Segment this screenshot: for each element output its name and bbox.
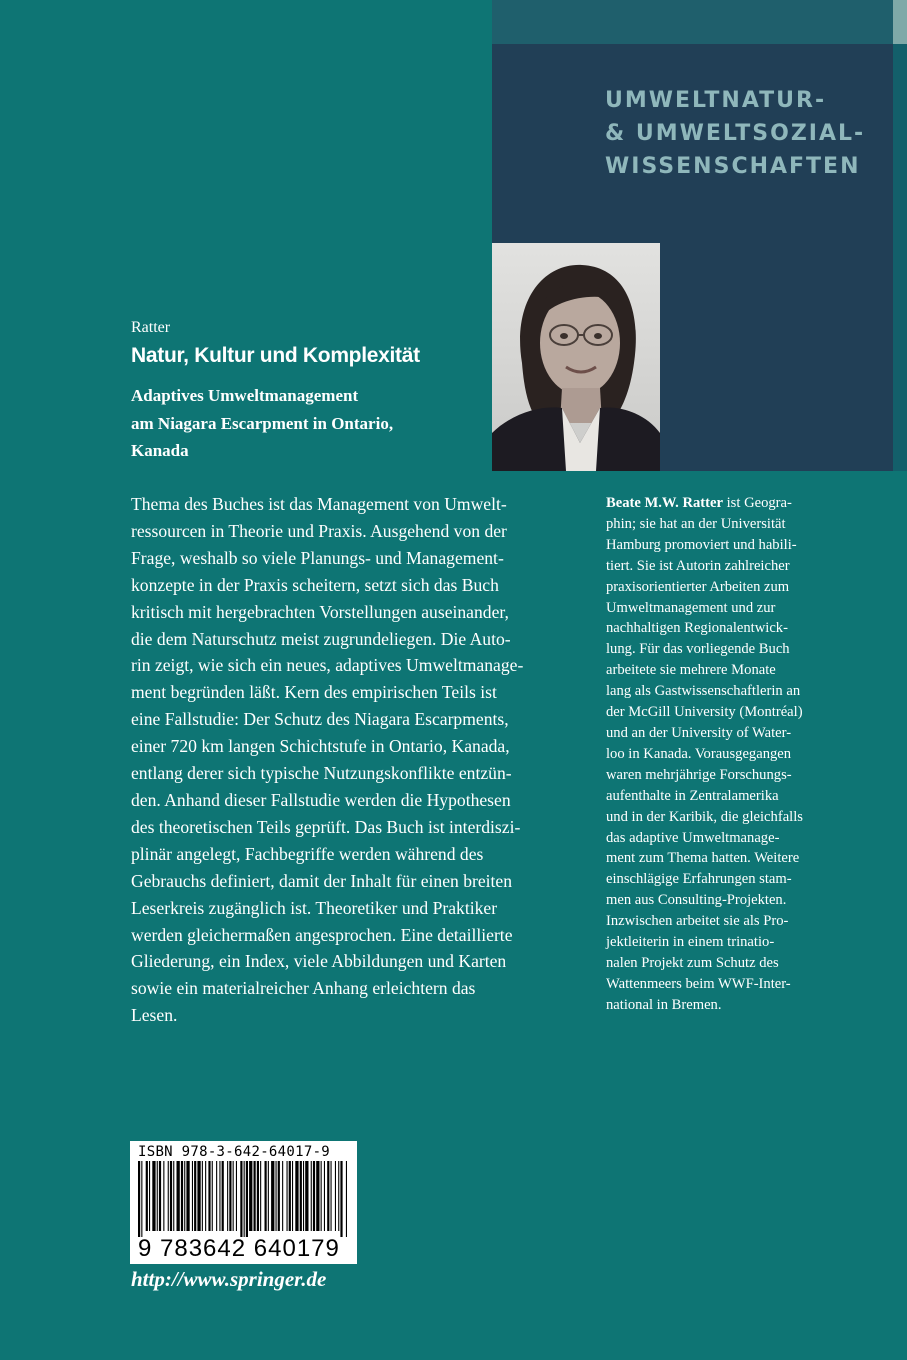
bio-line: lang als Gastwissenschaftlerin an (606, 683, 801, 700)
bio-line: nalen Projekt zum Schutz des (606, 954, 779, 971)
barcode-bar (157, 1161, 158, 1231)
barcode-bar (202, 1161, 203, 1231)
barcode-bar (260, 1161, 261, 1231)
author-photo (492, 243, 660, 471)
side-bar (893, 44, 907, 471)
bio-line: aufenthalte in Zentralamerika (606, 787, 779, 804)
bio-line: Umweltmanagement und zur (606, 599, 776, 616)
barcode-bar (335, 1161, 336, 1231)
barcode-bar (216, 1161, 217, 1231)
series-title-line: UMWELTNATUR- (605, 88, 827, 113)
description-line: kritisch mit hergebrachten Vorstellungen auseinander, (131, 601, 509, 622)
description-line: Gebrauchs definiert, damit der Inhalt für einen breiten (131, 870, 513, 891)
bio-line: und an der University of Water- (606, 724, 792, 741)
barcode-bar (271, 1161, 274, 1231)
publisher-url[interactable]: http://www.springer.de (131, 1267, 327, 1291)
barcode-bar (295, 1161, 298, 1231)
author-portrait-image (492, 243, 660, 471)
description-line: Thema des Buches ist das Management von Umwelt- (131, 494, 507, 514)
bio-author-name: Beate M.W. Ratter (606, 495, 723, 511)
barcode-bar (152, 1161, 155, 1231)
barcode-bar (227, 1161, 228, 1231)
description-line: plinär angelegt, Fachbegriffe werden während des (131, 843, 484, 864)
barcode-bar (292, 1161, 293, 1231)
barcode-bar (265, 1161, 267, 1231)
barcode-bar (194, 1161, 196, 1231)
barcode-bar (219, 1161, 220, 1231)
barcode-bar (282, 1161, 283, 1231)
bio-line: waren mehrjährige Forschungs- (606, 766, 792, 783)
barcode-bar (321, 1161, 322, 1231)
description-line: ressourcen in Theorie und Praxis. Ausgehend von der (131, 520, 507, 541)
barcode-bar (340, 1161, 342, 1237)
bio-line: einschlägige Erfahrungen stam- (606, 871, 792, 888)
series-title-line: & UMWELTSOZIAL- (605, 121, 866, 146)
barcode-bar (168, 1161, 169, 1231)
barcode-bars (136, 1161, 351, 1237)
book-subtitle (131, 382, 471, 465)
bio-line: lung. Für das vorliegende Buch (606, 641, 790, 658)
bio-line: phin; sie hat an der Universität (606, 515, 786, 532)
barcode-bar (303, 1161, 304, 1231)
barcode-bar (300, 1161, 302, 1231)
barcode-bar (268, 1161, 269, 1231)
bio-line: jektleiterin in einem trinatio- (606, 934, 775, 951)
barcode-bar (331, 1161, 332, 1231)
description-line: sowie ein materialreicher Anhang erleichtern das (131, 978, 476, 999)
bio-first-line-rest: ist Geogra- (722, 495, 792, 511)
description-line: Lesen. (131, 1005, 178, 1026)
barcode-bar (246, 1161, 248, 1237)
barcode-bar (163, 1161, 164, 1231)
barcode-bar (254, 1161, 256, 1231)
description-line: den. Anhand dieser Fallstudie werden die Hypothesen (131, 789, 511, 810)
bio-line: praxisorientierter Arbeiten zum (606, 578, 790, 595)
barcode-bar (257, 1161, 259, 1231)
barcode-bar (240, 1161, 242, 1237)
barcode-bar (313, 1161, 315, 1231)
barcode-bar (244, 1161, 245, 1237)
barcode-bar (159, 1161, 161, 1231)
barcode-bar (173, 1161, 174, 1231)
bio-line: arbeitete sie mehrere Monate (606, 662, 776, 679)
barcode-bar (276, 1161, 277, 1231)
bio-line: ment zum Thema hatten. Weitere (606, 850, 800, 867)
barcode-bar (287, 1161, 288, 1231)
barcode-bar (181, 1161, 183, 1231)
subtitle-line: am Niagara Escarpment in Ontario, (131, 413, 394, 433)
description-line: Leserkreis zugänglich ist. Theoretiker und Praktiker (131, 897, 498, 918)
description-line: entlang derer sich typische Nutzungskonflikte entzün- (131, 763, 512, 784)
barcode-bar (316, 1161, 319, 1231)
subtitle-line: Kanada (131, 441, 189, 460)
bio-line: loo in Kanada. Vorausgegangen (606, 745, 792, 762)
subtitle-line: Adaptives Umweltmanagement (131, 386, 359, 405)
barcode-bar (146, 1161, 148, 1231)
bio-line: das adaptive Umweltmanage- (606, 829, 780, 846)
description-line: eine Fallstudie: Der Schutz des Niagara Escarpments, (131, 709, 509, 730)
description-line: konzepte in der Praxis scheitern, setzt sich das Buch (131, 574, 499, 595)
barcode-bar (170, 1161, 172, 1231)
author-name: Ratter (131, 319, 171, 336)
barcode-bar (208, 1161, 210, 1231)
description-line: des theoretischen Teils geprüft. Das Buch ist interdiszi- (131, 816, 521, 837)
barcode-bar (177, 1161, 180, 1231)
bio-line: Inzwischen arbeitet sie als Pro- (606, 913, 789, 930)
barcode-bar (324, 1161, 325, 1231)
description-line: Frage, weshalb so viele Planungs- und Management- (131, 547, 504, 568)
book-title: Natur, Kultur und Komplexität (131, 344, 420, 367)
description-line: einer 720 km langen Schichtstufe in Ontario, Kanada, (131, 736, 510, 757)
top-color-strip (492, 0, 907, 44)
author-bio (606, 493, 866, 1016)
bio-first-line (606, 493, 866, 514)
top-strip-edge (893, 0, 907, 44)
barcode-bar (141, 1161, 142, 1237)
description-line: werden gleichermaßen angesprochen. Eine detaillierte (131, 924, 513, 945)
description-line: rin zeigt, wie sich ein neues, adaptives Umweltmanage- (131, 655, 524, 676)
barcode-bar (278, 1161, 280, 1231)
bio-line: national in Bremen. (606, 996, 722, 1013)
barcode-bar (289, 1161, 291, 1231)
series-title-line: WISSENSCHAFTEN (605, 154, 861, 179)
barcode-bar (212, 1161, 213, 1231)
barcode-bar (338, 1161, 339, 1231)
book-description (131, 491, 571, 1029)
barcode-bar (205, 1161, 206, 1231)
barcode-bar (149, 1161, 150, 1231)
barcode-bar (305, 1161, 308, 1231)
bio-line: der McGill University (Montréal) (606, 704, 803, 721)
barcode-bar (236, 1161, 237, 1231)
bio-line: Wattenmeers beim WWF-Inter- (606, 975, 791, 992)
description-line: Gliederung, ein Index, viele Abbildungen und Karten (131, 951, 507, 972)
barcode-bar (311, 1161, 312, 1231)
isbn-barcode (130, 1141, 357, 1264)
description-line: ment begründen läßt. Kern des empirischen Teils ist (131, 682, 497, 703)
barcode-bar (186, 1161, 189, 1231)
barcode-bar (197, 1161, 200, 1231)
barcode-bar (184, 1161, 185, 1231)
bio-line: nachhaltigen Regionalentwick- (606, 620, 788, 637)
bio-line: Hamburg promoviert und habili- (606, 536, 797, 553)
barcode-bar (249, 1161, 252, 1231)
barcode-bar (192, 1161, 193, 1231)
bio-line: men aus Consulting-Projekten. (606, 892, 787, 909)
barcode-bar (138, 1161, 140, 1237)
barcode-bar (327, 1161, 329, 1231)
bio-line: und in der Karibik, die gleichfalls (606, 808, 803, 825)
barcode-bar (222, 1161, 224, 1231)
isbn-label: ISBN 978-3-642-64017-9 (138, 1144, 331, 1160)
bio-line: tiert. Sie ist Autorin zahlreicher (606, 557, 790, 574)
series-title (605, 84, 890, 183)
barcode-bar (229, 1161, 231, 1231)
barcode-bar (346, 1161, 347, 1237)
description-line: die dem Naturschutz meist zugrundeliegen. Die Auto- (131, 628, 511, 649)
barcode-bar (233, 1161, 234, 1231)
barcode-digits: 9 783642 640179 (138, 1235, 340, 1262)
